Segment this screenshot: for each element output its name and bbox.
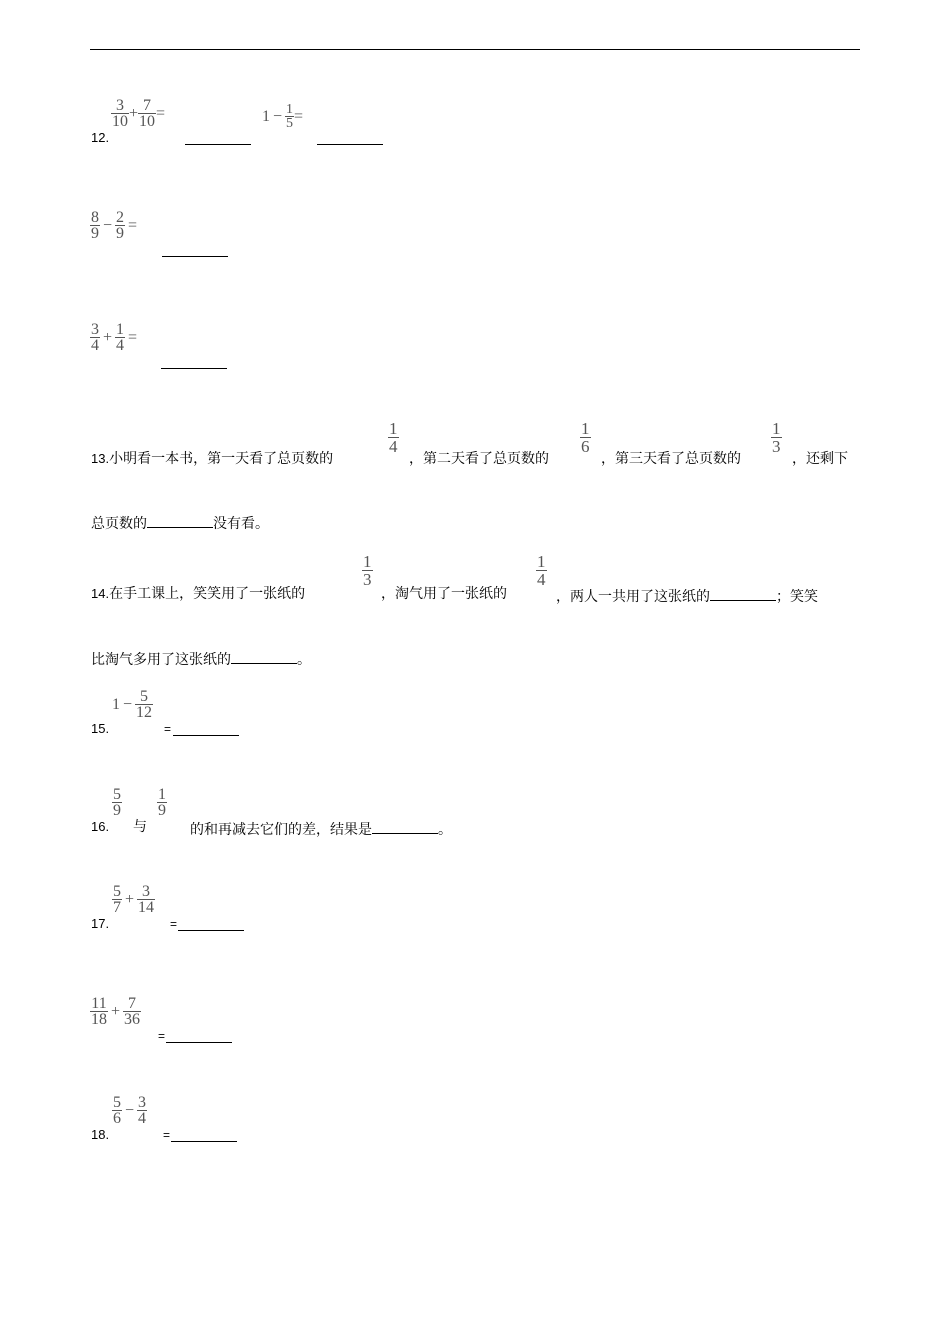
q12-answer-blank-2[interactable] [317, 144, 383, 145]
q14-answer-blank-1[interactable] [710, 586, 776, 601]
equals-sign: = [128, 216, 138, 234]
q16-answer-blank[interactable] [372, 819, 438, 834]
equals-sign: = [163, 1128, 171, 1142]
operator: + [111, 1002, 121, 1020]
operator: + [129, 104, 139, 122]
numerator: 2 [116, 209, 125, 226]
question-text: ；笑笑 [776, 589, 818, 605]
question-13-line-1 [91, 451, 333, 467]
operator: − [123, 695, 133, 713]
denominator: 9 [91, 225, 99, 242]
whole-number: 1 [112, 695, 120, 713]
numerator: 1 [158, 786, 166, 803]
denominator: 4 [138, 1110, 147, 1127]
q18-answer-blank[interactable] [171, 1141, 237, 1142]
question-18-number: 18. [91, 1127, 110, 1142]
question-14-number: 14. [91, 586, 110, 601]
question-text: ，两人一共用了这张纸的 [556, 589, 710, 605]
denominator: 10 [112, 113, 128, 130]
denominator: 3 [772, 437, 781, 456]
numerator: 5 [140, 688, 149, 705]
equals-sign: = [158, 1029, 166, 1043]
denominator: 7 [113, 899, 121, 916]
question-13-number: 13. [91, 451, 110, 466]
denominator: 3 [363, 570, 372, 589]
operator: − [103, 216, 113, 234]
denominator: 6 [113, 1110, 121, 1127]
numerator: 5 [113, 1094, 121, 1111]
q12-answer-blank-3[interactable] [162, 256, 228, 257]
denominator: 14 [138, 899, 155, 916]
equals-sign: = [128, 328, 138, 346]
numerator: 11 [91, 995, 107, 1012]
numerator: 1 [286, 102, 294, 117]
q13-fraction-3 [771, 420, 782, 455]
numerator: 8 [91, 209, 99, 226]
question-14-line-2 [91, 649, 311, 668]
whole-number: 1 [262, 107, 270, 125]
question-13-line-2 [91, 513, 269, 532]
denominator: 12 [136, 704, 153, 721]
q15-answer-blank[interactable] [173, 735, 239, 736]
question-text: 的和再减去它们的差，结果是 [190, 822, 372, 838]
numerator: 1 [116, 321, 125, 338]
question-text: ，还剩下 [792, 451, 848, 467]
q12-formula-4 [90, 322, 140, 353]
operator: + [125, 890, 135, 908]
q15-formula [112, 689, 153, 720]
q17-formula-2 [90, 996, 141, 1027]
numerator: 3 [91, 321, 99, 338]
q14-fraction-2 [536, 553, 547, 588]
numerator: 3 [142, 883, 151, 900]
operator: − [125, 1101, 135, 1119]
question-text: 。 [297, 652, 311, 668]
q16-fraction-1 [112, 787, 122, 818]
header-rule [90, 49, 860, 50]
q17-answer-blank-2[interactable] [166, 1042, 232, 1043]
numerator: 3 [138, 1094, 147, 1111]
question-16-text [190, 819, 452, 838]
numerator: 1 [537, 552, 546, 571]
numerator: 1 [581, 419, 590, 438]
numerator: 7 [143, 97, 152, 114]
q16-fraction-2 [157, 787, 167, 818]
q17-answer-blank-1[interactable] [178, 930, 244, 931]
numerator: 7 [128, 995, 137, 1012]
numerator: 1 [389, 419, 398, 438]
equals-sign: = [156, 104, 166, 122]
denominator: 9 [113, 802, 121, 819]
q12-answer-blank-1[interactable] [185, 144, 251, 145]
question-text: 比淘气多用了这张纸的 [91, 652, 231, 668]
question-text: ，第二天看了总页数的 [409, 451, 549, 467]
question-text: 与 [133, 819, 147, 835]
numerator: 1 [772, 419, 781, 438]
denominator: 4 [116, 337, 125, 354]
q14-answer-blank-2[interactable] [231, 649, 297, 664]
question-16-number: 16. [91, 819, 110, 834]
q12-formula-3 [90, 210, 140, 241]
denominator: 4 [91, 337, 99, 354]
denominator: 4 [389, 437, 398, 456]
q17-formula-1 [112, 884, 155, 915]
numerator: 3 [116, 97, 124, 114]
question-text: 。 [438, 822, 452, 838]
q13-fraction-1 [388, 420, 399, 455]
denominator: 5 [286, 116, 294, 131]
denominator: 9 [116, 225, 125, 242]
q12-answer-blank-4[interactable] [161, 368, 227, 369]
question-text: 小明看一本书，第一天看了总页数的 [109, 451, 334, 467]
numerator: 5 [113, 883, 121, 900]
denominator: 6 [581, 437, 590, 456]
denominator: 10 [139, 113, 156, 130]
denominator: 18 [91, 1011, 107, 1028]
equals-sign: = [164, 722, 172, 736]
q14-fraction-1 [362, 553, 373, 588]
denominator: 36 [124, 1011, 141, 1028]
denominator: 4 [537, 570, 546, 589]
question-14-line-1 [91, 586, 305, 602]
question-text: 总页数的 [91, 516, 147, 532]
q13-fraction-2 [580, 420, 591, 455]
question-text: ，第三天看了总页数的 [601, 451, 741, 467]
question-text: 没有看。 [213, 516, 269, 532]
q18-formula [112, 1095, 147, 1126]
q13-answer-blank[interactable] [147, 513, 213, 528]
question-text: 在手工课上，笑笑用了一张纸的 [109, 586, 306, 602]
q12-formula-1 [111, 98, 165, 129]
question-12-number: 12. [91, 130, 110, 145]
q12-formula-2 [262, 103, 303, 130]
equals-sign: = [170, 917, 178, 931]
question-17-number: 17. [91, 916, 110, 931]
numerator: 5 [113, 786, 121, 803]
equals-sign: = [294, 107, 304, 125]
denominator: 9 [158, 802, 166, 819]
operator: − [273, 107, 283, 125]
question-14-line-1-end [556, 586, 818, 605]
numerator: 1 [363, 552, 372, 571]
question-15-number: 15. [91, 721, 110, 736]
question-text: ，淘气用了一张纸的 [381, 586, 507, 602]
operator: + [103, 328, 113, 346]
